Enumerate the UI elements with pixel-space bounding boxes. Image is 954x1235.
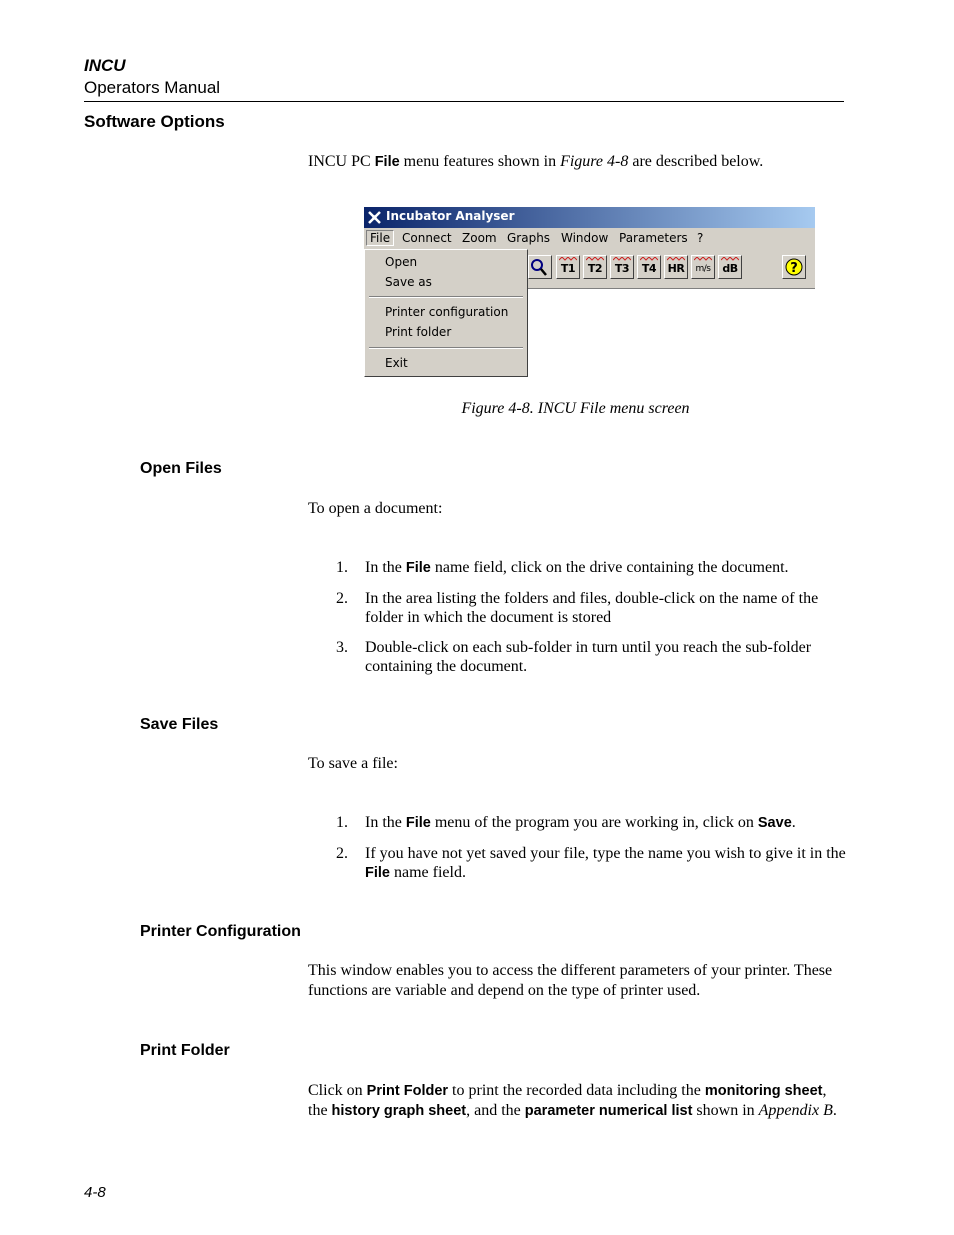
help-button[interactable] xyxy=(782,255,806,279)
t4-button[interactable]: T4 xyxy=(637,255,661,279)
wave-icon xyxy=(667,257,685,261)
menu-file[interactable]: File xyxy=(366,230,394,246)
printer-config-heading: Printer Configuration xyxy=(140,923,301,940)
menu-help[interactable]: ? xyxy=(697,231,704,245)
menu-item-open[interactable]: Open xyxy=(385,255,418,269)
zoom-icon xyxy=(529,256,551,278)
t1-button[interactable]: T1 xyxy=(556,255,580,279)
wave-icon xyxy=(613,257,631,261)
section-title: Software Options xyxy=(84,112,225,131)
menu-divider xyxy=(369,296,523,298)
save-files-heading: Save Files xyxy=(140,716,219,733)
menu-parameters[interactable]: Parameters xyxy=(619,231,688,245)
print-folder-text: Click on Print Folder to print the recorded data including the monitoring sheet, the history graph sheet, and the parameter numerical list shown in Appendix B. xyxy=(308,1082,837,1119)
menu-item-save-as[interactable]: Save as xyxy=(385,275,432,289)
save-files-intro: To save a file: xyxy=(308,755,398,772)
document-subtitle: Operators Manual xyxy=(84,78,221,97)
intro-paragraph: INCU PC File menu features shown in Figure 4-8 are described below. xyxy=(308,153,764,170)
wave-icon xyxy=(640,257,658,261)
svg-text:?: ? xyxy=(790,261,798,276)
open-files-intro: To open a document: xyxy=(308,500,443,517)
ms-button[interactable]: m/s xyxy=(691,255,715,279)
list-item: 3. Double-click on each sub-folder in turn until you reach the sub-folder containing the document. xyxy=(336,638,812,675)
zoom-button[interactable] xyxy=(528,255,552,279)
page-number: 4-8 xyxy=(84,1184,106,1201)
list-item: 1. In the File menu of the program you are working in, click on Save. xyxy=(336,814,796,831)
wave-icon xyxy=(721,257,739,261)
t3-button[interactable]: T3 xyxy=(610,255,634,279)
open-files-heading: Open Files xyxy=(140,460,222,477)
db-button[interactable]: dB xyxy=(718,255,742,279)
open-files-steps xyxy=(336,558,846,687)
header-rule xyxy=(84,101,844,102)
print-folder-heading: Print Folder xyxy=(140,1042,230,1059)
document-title: INCU xyxy=(84,56,126,75)
toolbar-separator xyxy=(528,288,815,289)
printer-config-text: This window enables you to access the different parameters of your printer. These functions are variable and depend on the type of printer used. xyxy=(308,962,833,999)
list-item: 1. In the File name field, click on the drive containing the document. xyxy=(336,559,789,576)
wave-icon xyxy=(559,257,577,261)
menu-zoom[interactable]: Zoom xyxy=(462,231,497,245)
save-files-steps xyxy=(336,813,846,894)
window-titlebar xyxy=(364,207,815,228)
incu-file-menu-figure xyxy=(364,207,815,377)
menu-divider xyxy=(369,347,523,349)
menu-item-exit[interactable]: Exit xyxy=(385,356,408,370)
menu-item-print-folder[interactable]: Print folder xyxy=(385,325,452,339)
menu-item-printer-configuration[interactable]: Printer configuration xyxy=(385,305,509,319)
app-icon xyxy=(367,210,382,225)
figure-caption: Figure 4-8. INCU File menu screen xyxy=(461,400,690,417)
help-icon xyxy=(783,256,805,278)
toolbar xyxy=(528,249,815,289)
wave-icon xyxy=(586,257,604,261)
wave-icon xyxy=(694,257,712,261)
menu-connect[interactable]: Connect xyxy=(402,231,452,245)
list-item: 2. If you have not yet saved your file, type the name you wish to give it in the File name field. xyxy=(336,844,846,881)
t2-button[interactable]: T2 xyxy=(583,255,607,279)
file-dropdown-menu xyxy=(364,249,528,377)
menu-graphs[interactable]: Graphs xyxy=(507,231,551,245)
window-title: Incubator Analyser xyxy=(386,209,515,223)
menu-bar xyxy=(364,228,815,249)
list-item: 2. In the area listing the folders and files, double-click on the name of the folder in which the document is stored xyxy=(336,589,819,626)
hr-button[interactable]: HR xyxy=(664,255,688,279)
menu-window[interactable]: Window xyxy=(561,231,609,245)
